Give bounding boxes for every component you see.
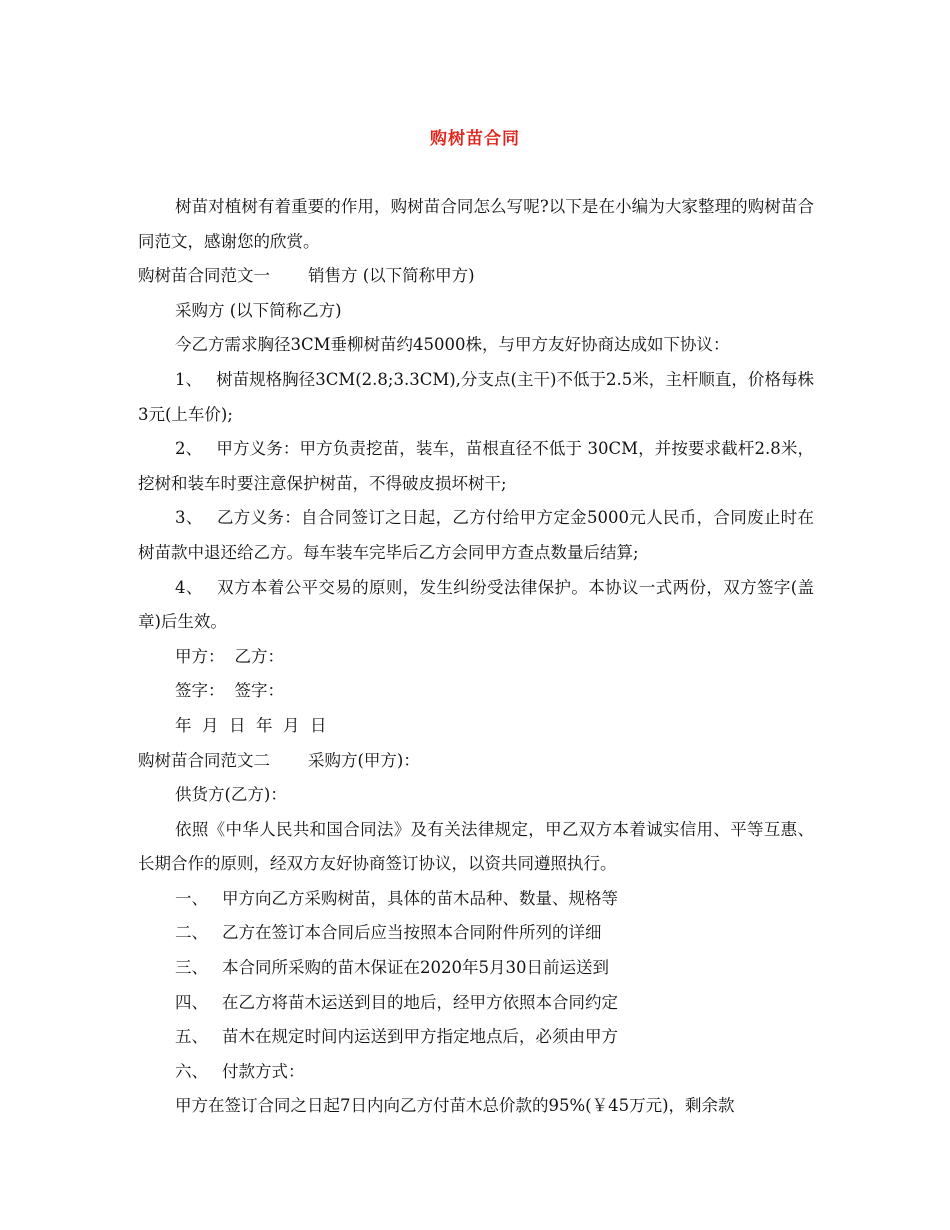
sample1-clause-1 — [138, 363, 814, 432]
sign-a-label: 签字： — [175, 681, 225, 701]
sample2-clause-4 — [138, 986, 814, 1021]
sample2-clause-3 — [138, 951, 814, 986]
sample2-clause-6 — [138, 1055, 814, 1090]
document-body — [138, 190, 814, 1124]
sample2-preface: 依照《中华人民共和国合同法》及有关法律规定，甲乙双方本着诚实信用、平等互惠、长期合作的原则，经双方友好协商签订协议，以资共同遵照执行。 — [138, 819, 814, 874]
sample1-seller: 销售方 (以下简称甲方) — [308, 266, 475, 286]
clause-text: 本合同所采购的苗木保证在2020年5月30日前运送到 — [222, 958, 609, 978]
clause-number: 六、 — [175, 1061, 208, 1081]
party-a-label: 甲方： — [175, 646, 225, 666]
sample2-clause-5 — [138, 1020, 814, 1055]
sample1-clause-4 — [138, 571, 814, 640]
clause-number: 一、 — [175, 888, 208, 908]
sample2-heading-line — [138, 744, 814, 779]
sample1-heading: 购树苗合同范文一 — [138, 266, 270, 286]
sample1-date-line: 年 月 日 年 月 日 — [175, 715, 327, 735]
clause-number: 4、 — [175, 577, 203, 597]
clause-number: 1、 — [175, 369, 203, 389]
clause-text: 甲方义务：甲方负责挖苗，装车，苗根直径不低于 30CM，并按要求截杆2.8米，挖树和装车时要注意保护树苗，不得破皮损坏树干; — [138, 439, 814, 493]
sample1-sign-line — [138, 674, 814, 709]
clause-text: 乙方在签订本合同后应当按照本合同附件所列的详细 — [222, 923, 602, 943]
clause-number: 2、 — [175, 439, 203, 459]
sample2-payment: 甲方在签订合同之日起7日内向乙方付苗木总价款的95%(￥45万元)，剩余款 — [175, 1096, 735, 1116]
clause-text: 双方本着公平交易的原则，发生纠纷受法律保护。本协议一式两份，双方签字(盖章)后生效。 — [138, 577, 815, 632]
clause-number: 二、 — [175, 923, 208, 943]
clause-number: 三、 — [175, 958, 208, 978]
clause-text: 乙方义务：自合同签订之日起，乙方付给甲方定金5000元人民币，合同废止时在树苗款中退还给乙方。每车装车完毕后乙方会同甲方查点数量后结算; — [138, 508, 814, 562]
clause-text: 苗木在规定时间内运送到甲方指定地点后，必须由甲方 — [222, 1027, 618, 1047]
clause-number: 四、 — [175, 992, 208, 1012]
sample2-clause-2 — [138, 916, 814, 951]
sample1-preface: 今乙方需求胸径3CM垂柳树苗约45000株，与甲方友好协商达成如下协议： — [175, 335, 730, 355]
clause-text: 树苗规格胸径3CM(2.8;3.3CM),分支点(主干)不低于2.5米，主杆顺直，价格每株3元(上车价); — [138, 369, 815, 424]
clause-number: 五、 — [175, 1027, 208, 1047]
sample2-heading: 购树苗合同范文二 — [138, 750, 270, 770]
party-b-label: 乙方： — [234, 646, 284, 666]
clause-number: 3、 — [175, 508, 203, 528]
sample2-clause-1 — [138, 882, 814, 917]
sample1-heading-line — [138, 259, 814, 294]
clause-text: 在乙方将苗木运送到目的地后，经甲方依照本合同约定 — [222, 992, 618, 1012]
sample1-buyer: 采购方 (以下简称乙方) — [175, 300, 342, 320]
intro-paragraph: 树苗对植树有着重要的作用，购树苗合同怎么写呢?以下是在小编为大家整理的购树苗合同范文，感谢您的欣赏。 — [138, 197, 814, 251]
sample1-party-line — [138, 640, 814, 675]
clause-text: 付款方式： — [222, 1061, 305, 1081]
sample1-clause-3 — [138, 501, 814, 570]
clause-text: 甲方向乙方采购树苗，具体的苗木品种、数量、规格等 — [222, 888, 618, 908]
sample2-buyer: 采购方(甲方)： — [308, 750, 420, 770]
sample1-clause-2 — [138, 432, 814, 501]
sign-b-label: 签字： — [234, 681, 284, 701]
sample2-supplier: 供货方(乙方)： — [175, 785, 287, 805]
document-title: 购树苗合同 — [430, 129, 520, 149]
